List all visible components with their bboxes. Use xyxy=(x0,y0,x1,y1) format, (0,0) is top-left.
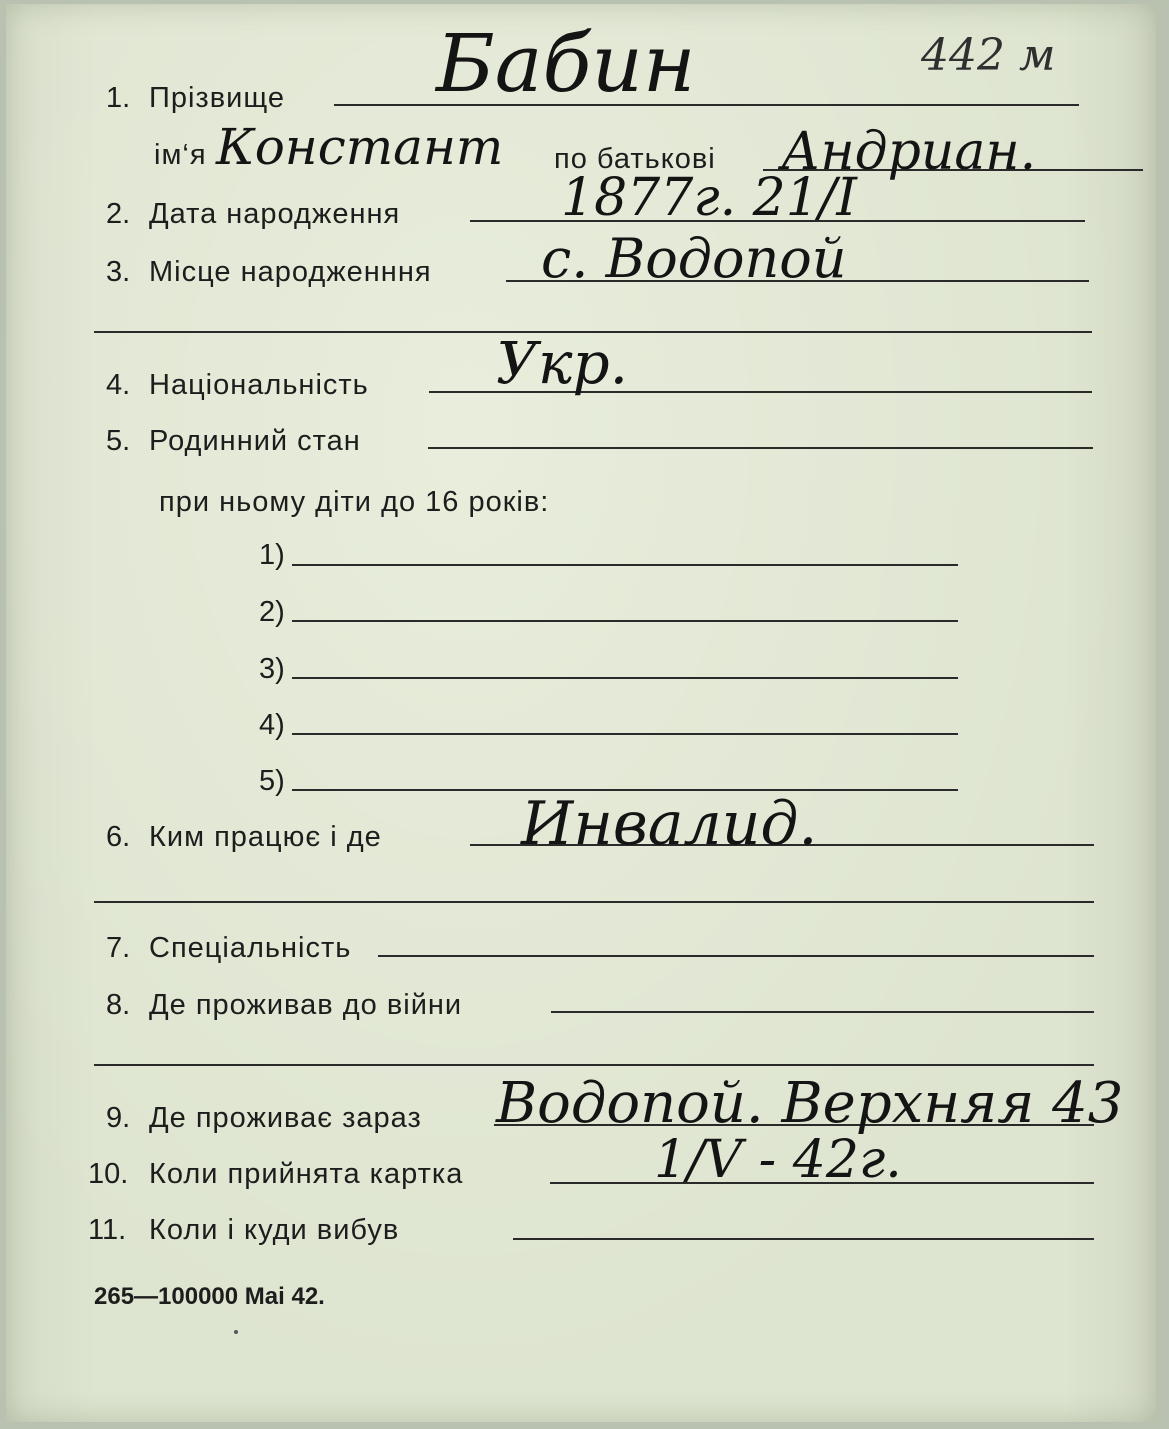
child-1-label: 1) xyxy=(259,539,285,571)
patronymic-label: по батькові xyxy=(554,143,716,175)
nationality-label: Національність xyxy=(149,369,369,401)
first-name-label: ім‘я xyxy=(154,139,207,171)
stamp-number: 442 м xyxy=(921,30,1056,81)
children-label: при ньому діти до 16 років: xyxy=(159,486,550,518)
patronymic-value: Андриан. xyxy=(781,122,1037,182)
birth-date-label: Дата народження xyxy=(149,198,401,230)
birth-place-value: с. Водопой xyxy=(541,227,847,290)
specialty-line xyxy=(378,955,1094,957)
field-8-number: 8. xyxy=(106,989,131,1021)
card-accepted-label: Коли прийнята картка xyxy=(149,1158,464,1190)
surname-value: Бабин xyxy=(436,17,696,110)
field-11-number: 11. xyxy=(88,1214,127,1246)
marital-status-label: Родинний стан xyxy=(149,425,361,457)
child-1-line xyxy=(292,564,958,566)
field-2-number: 2. xyxy=(106,198,131,230)
departure-label: Коли і куди вибув xyxy=(149,1214,400,1246)
field-1-number: 1. xyxy=(106,82,131,114)
birth-place-label: Місце народженння xyxy=(149,256,432,288)
registration-card xyxy=(6,4,1156,1422)
first-name-value: Констант xyxy=(216,118,504,176)
child-4-label: 4) xyxy=(259,709,285,741)
pin-mark xyxy=(234,1330,238,1334)
occupation-line-2 xyxy=(94,901,1094,903)
departure-line xyxy=(513,1238,1094,1240)
child-2-line xyxy=(292,620,958,622)
child-5-label: 5) xyxy=(259,765,285,797)
nationality-value: Укр. xyxy=(496,329,629,397)
field-7-number: 7. xyxy=(106,932,131,964)
occupation-value: Инвалид. xyxy=(521,789,818,859)
field-4-number: 4. xyxy=(106,369,131,401)
child-4-line xyxy=(292,733,958,735)
field-3-number: 3. xyxy=(106,256,131,288)
current-residence-value: Водопой. Верхняя 43 xyxy=(496,1071,1124,1136)
field-6-number: 6. xyxy=(106,821,131,853)
field-9-number: 9. xyxy=(106,1102,131,1134)
surname-label: Прізвище xyxy=(149,82,285,114)
prewar-residence-line xyxy=(551,1011,1094,1013)
print-info: 265—100000 Mai 42. xyxy=(94,1283,325,1310)
card-accepted-value: 1/V - 42г. xyxy=(654,1130,902,1190)
occupation-label: Ким працює і де xyxy=(149,821,382,853)
current-residence-label: Де проживає зараз xyxy=(149,1102,422,1134)
child-2-label: 2) xyxy=(259,596,285,628)
marital-status-line xyxy=(428,447,1093,449)
field-5-number: 5. xyxy=(106,425,131,457)
field-10-number: 10. xyxy=(88,1158,129,1190)
child-3-line xyxy=(292,677,958,679)
specialty-label: Спеціальність xyxy=(149,932,352,964)
birth-date-value: 1877г. 21/І xyxy=(561,168,857,228)
child-3-label: 3) xyxy=(259,653,285,685)
prewar-residence-label: Де проживав до війни xyxy=(149,989,463,1021)
prewar-residence-line-2 xyxy=(94,1064,1094,1066)
